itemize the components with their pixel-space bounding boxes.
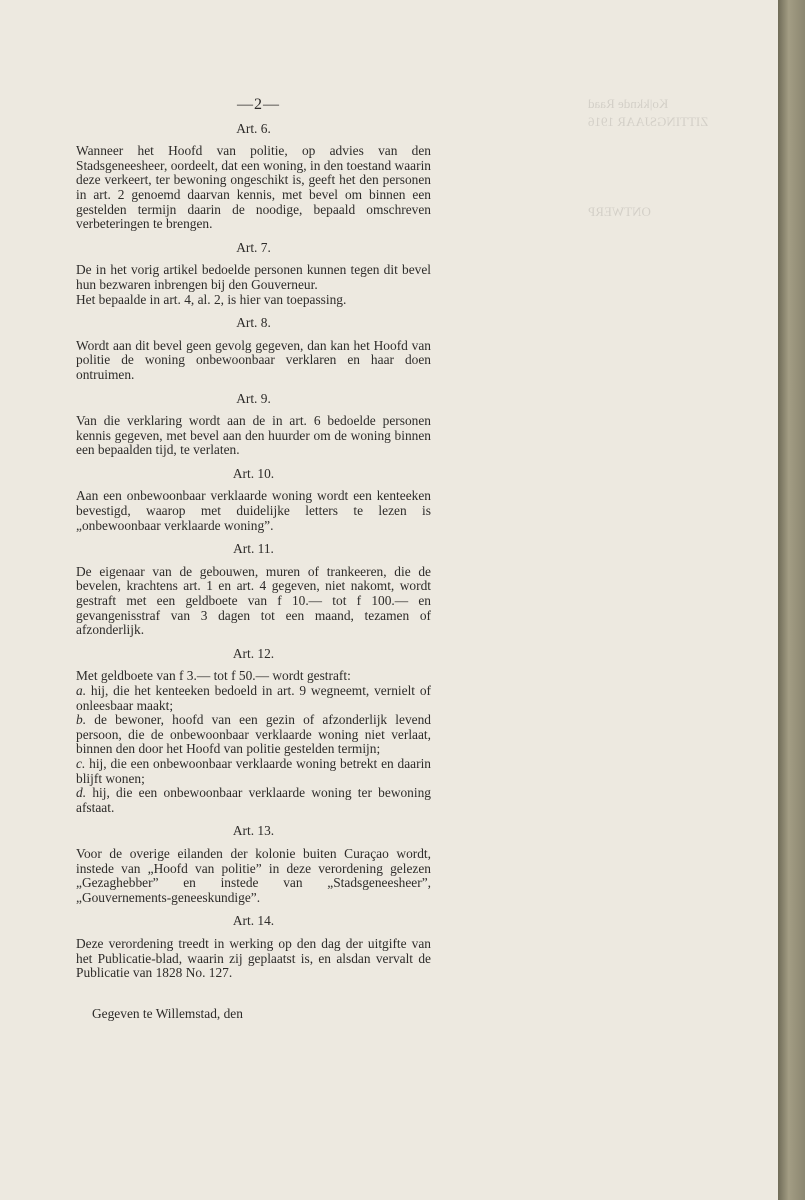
article-heading: Art. 6.	[236, 120, 271, 136]
article-heading: Art. 8.	[236, 315, 271, 331]
article-paragraph: De in het vorig artikel bedoelde personen kunnen tegen dit bevel hun bezwaren inbrengen bij den Gouverneur.	[76, 262, 431, 292]
article-8	[76, 316, 431, 382]
article-12	[76, 647, 431, 816]
article-heading: Art. 13.	[232, 823, 275, 839]
article-11	[76, 542, 431, 638]
article-heading: Art. 14.	[232, 913, 275, 929]
list-item	[76, 757, 431, 786]
item-text: hij, die een onbewoonbaar verklaarde woning ter bewoning afstaat.	[76, 785, 431, 815]
item-letter: b.	[76, 712, 87, 728]
article-13	[76, 824, 431, 905]
item-letter: c.	[76, 755, 86, 771]
article-10	[76, 467, 431, 533]
item-letter: a.	[76, 683, 87, 698]
article-6	[76, 122, 431, 232]
item-text: de bewoner, hoofd van een gezin of afzonderlijk levend persoon, die de onbewoonbaar verklaarde woning niet verlaat, binnen den door het Hoofd van politie gestelden termijn;	[76, 712, 431, 757]
list-item	[76, 786, 431, 815]
article-paragraph: Wanneer het Hoofd van politie, op advies van den Stadsgeneesheer, oordeelt, dat een woning, in den toestand waarin deze verkeert, ter bewoning ongeschikt is, geeft het den personen in art. 2 genoemd daarvan kennis, met bevel om binnen een gestelden termijn daarin de noodige, bepaald omschreven verbeteringen te brengen.	[76, 143, 431, 232]
document-body	[76, 98, 431, 1021]
item-text: hij, die een onbewoonbaar verklaarde woning betrekt en daarin blijft wonen;	[76, 755, 431, 786]
article-paragraph: Deze verordening treedt in werking op den dag der uitgifte van het Publicatie-blad, waarin zij geplaatst is, en alsdan vervalt de Publicatie van 1828 No. 127.	[76, 935, 431, 981]
article-paragraph: De eigenaar van de gebouwen, muren of trankeeren, die de bevelen, krachtens art. 1 en art. 4 gegeven, niet nakomt, wordt gestraft met een geldboete van f 10.— tot f 100.— en gevangenisstraf van 3 dagen tot een maand, tezamen of afzonderlijk.	[76, 563, 431, 638]
article-7	[76, 241, 431, 307]
article-heading: Art. 7.	[236, 239, 271, 255]
list-item	[76, 684, 431, 713]
article-9	[76, 392, 431, 458]
item-text: hij, die het kenteeken bedoeld in art. 9 wegneemt, vernielt of onleesbaar maakt;	[76, 683, 431, 713]
article-heading: Art. 12.	[232, 645, 275, 661]
page-number: —2—	[237, 96, 280, 113]
article-paragraph: Voor de overige eilanden der kolonie buiten Curaçao wordt, instede van „Hoofd van politie” in deze verordening gelezen „Gezaghebber” en instede van „Stadsgeneesheer”, „Gouvernements-geneeskundige”.	[76, 845, 431, 905]
item-letter: d.	[76, 785, 87, 801]
article-heading: Art. 9.	[236, 390, 271, 406]
article-heading: Art. 11.	[233, 541, 274, 557]
bleed-through-texture: Ko|kknde Raad ZITTINGSJAAR 1916 ONTWERP	[588, 96, 709, 219]
list-item	[76, 713, 431, 757]
signoff-line: Gegeven te Willemstad, den	[92, 1005, 243, 1021]
article-paragraph: Wordt aan dit bevel geen gevolg gegeven, dan kan het Hoofd van politie de woning onbewoonbaar verklaren en haar doen ontruimen.	[76, 337, 431, 382]
page-edge	[778, 0, 805, 1200]
article-paragraph: Met geldboete van f 3.— tot f 50.— wordt gestraft:	[76, 668, 351, 684]
article-paragraph: Aan een onbewoonbaar verklaarde woning wordt een kenteeken bevestigd, waarop met duidelijke letters te lezen is „onbewoonbaar verklaarde woning”.	[76, 488, 431, 533]
article-heading: Art. 10.	[232, 465, 275, 481]
article-14	[76, 914, 431, 980]
article-paragraph: Van die verklaring wordt aan de in art. 6 bedoelde personen kennis gegeven, met bevel aan den huurder om de woning binnen een bepaalden tijd, te verlaten.	[76, 413, 431, 458]
article-paragraph: Het bepaalde in art. 4, al. 2, is hier van toepassing.	[76, 291, 347, 307]
